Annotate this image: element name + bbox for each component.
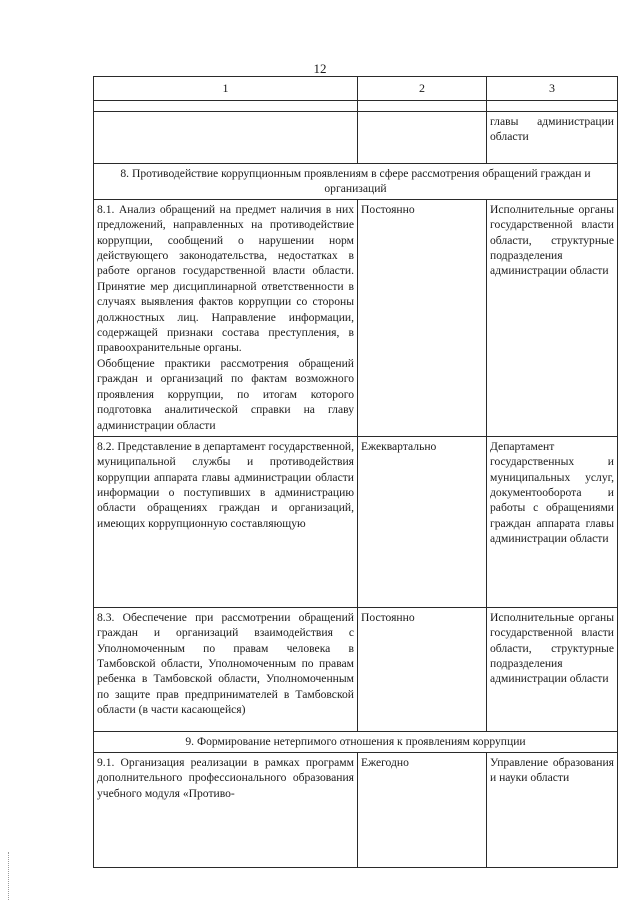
gap-cell bbox=[94, 101, 358, 112]
item-8-3-responsible: Исполнительные органы государственной власти области, структурные подразделения администрации области bbox=[487, 607, 618, 731]
item-8-2-text: 8.2. Представление в департамент государственной, муниципальной службы и противодействия коррупции аппарата главы администрации области информации о поступивших в администрацию области обращениях граждан и организаций, имеющих коррупционную составляющую bbox=[94, 436, 358, 607]
gap-cell bbox=[487, 101, 618, 112]
header-col-1: 1 bbox=[94, 77, 358, 101]
header-gap bbox=[94, 101, 618, 112]
section-8-heading: 8. Противодействие коррупционным проявлениям в сфере рассмотрения обращений граждан и организаций bbox=[94, 164, 618, 200]
header-col-2: 2 bbox=[358, 77, 487, 101]
item-9-1-text: 9.1. Организация реализации в рамках программ дополнительного профессионального образования учебного модуля «Противо- bbox=[94, 752, 358, 867]
item-8-1-responsible: Исполнительные органы государственной власти области, структурные подразделения администрации области bbox=[487, 199, 618, 436]
table-row-8-1 bbox=[94, 199, 618, 436]
gap-cell bbox=[358, 101, 487, 112]
table-row-8-3 bbox=[94, 607, 618, 731]
column-number-header-row bbox=[94, 77, 618, 101]
section-9-heading-row bbox=[94, 731, 618, 752]
header-col-3: 3 bbox=[487, 77, 618, 101]
item-8-1-text: 8.1. Анализ обращений на предмет наличия в них предложений, направленных на противодействие коррупции, сообщений о нарушении норм действующего законодательства, недостатках в работе органов государственной власти области. Принятие мер дисциплинарной ответственности в случаях выявления фактов коррупции со стороны должностных лиц. Направление информации, содержащей признаки состава преступления, в правоохранительные органы. Обобщение практики рассмотрения обращений граждан и организаций по фактам возможного проявления коррупции, по итогам которого подготовка аналитической справки на главу администрации области bbox=[94, 199, 358, 436]
section-9-heading: 9. Формирование нетерпимого отношения к проявлениям коррупции bbox=[94, 731, 618, 752]
item-9-1-term: Ежегодно bbox=[358, 752, 487, 867]
item-9-1-responsible: Управление образования и науки области bbox=[487, 752, 618, 867]
table-row-9-1 bbox=[94, 752, 618, 867]
section-8-heading-row bbox=[94, 164, 618, 200]
cont-cell-2 bbox=[358, 112, 487, 164]
item-8-3-term: Постоянно bbox=[358, 607, 487, 731]
cont-cell-1 bbox=[94, 112, 358, 164]
scan-edge-mark bbox=[8, 852, 10, 900]
page-number: 12 bbox=[313, 61, 327, 76]
item-8-2-term: Ежеквартально bbox=[358, 436, 487, 607]
item-8-2-responsible: Департамент государственных и муниципальных услуг, документооборота и работы с обращениями граждан аппарата главы администрации области bbox=[487, 436, 618, 607]
item-8-3-text: 8.3. Обеспечение при рассмотрении обращений граждан и организаций взаимодействия с Уполномоченным по правам человека в Тамбовской области, Уполномоченным по правам ребенка в Тамбовской области, Уполномоченным по защите прав предпринимателей в Тамбовской области (в части касающейся) bbox=[94, 607, 358, 731]
table-row-continuation bbox=[94, 112, 618, 164]
table-row-8-2 bbox=[94, 436, 618, 607]
cont-cell-3: главы администрации области bbox=[487, 112, 618, 164]
measures-table bbox=[93, 76, 618, 868]
item-8-1-term: Постоянно bbox=[358, 199, 487, 436]
